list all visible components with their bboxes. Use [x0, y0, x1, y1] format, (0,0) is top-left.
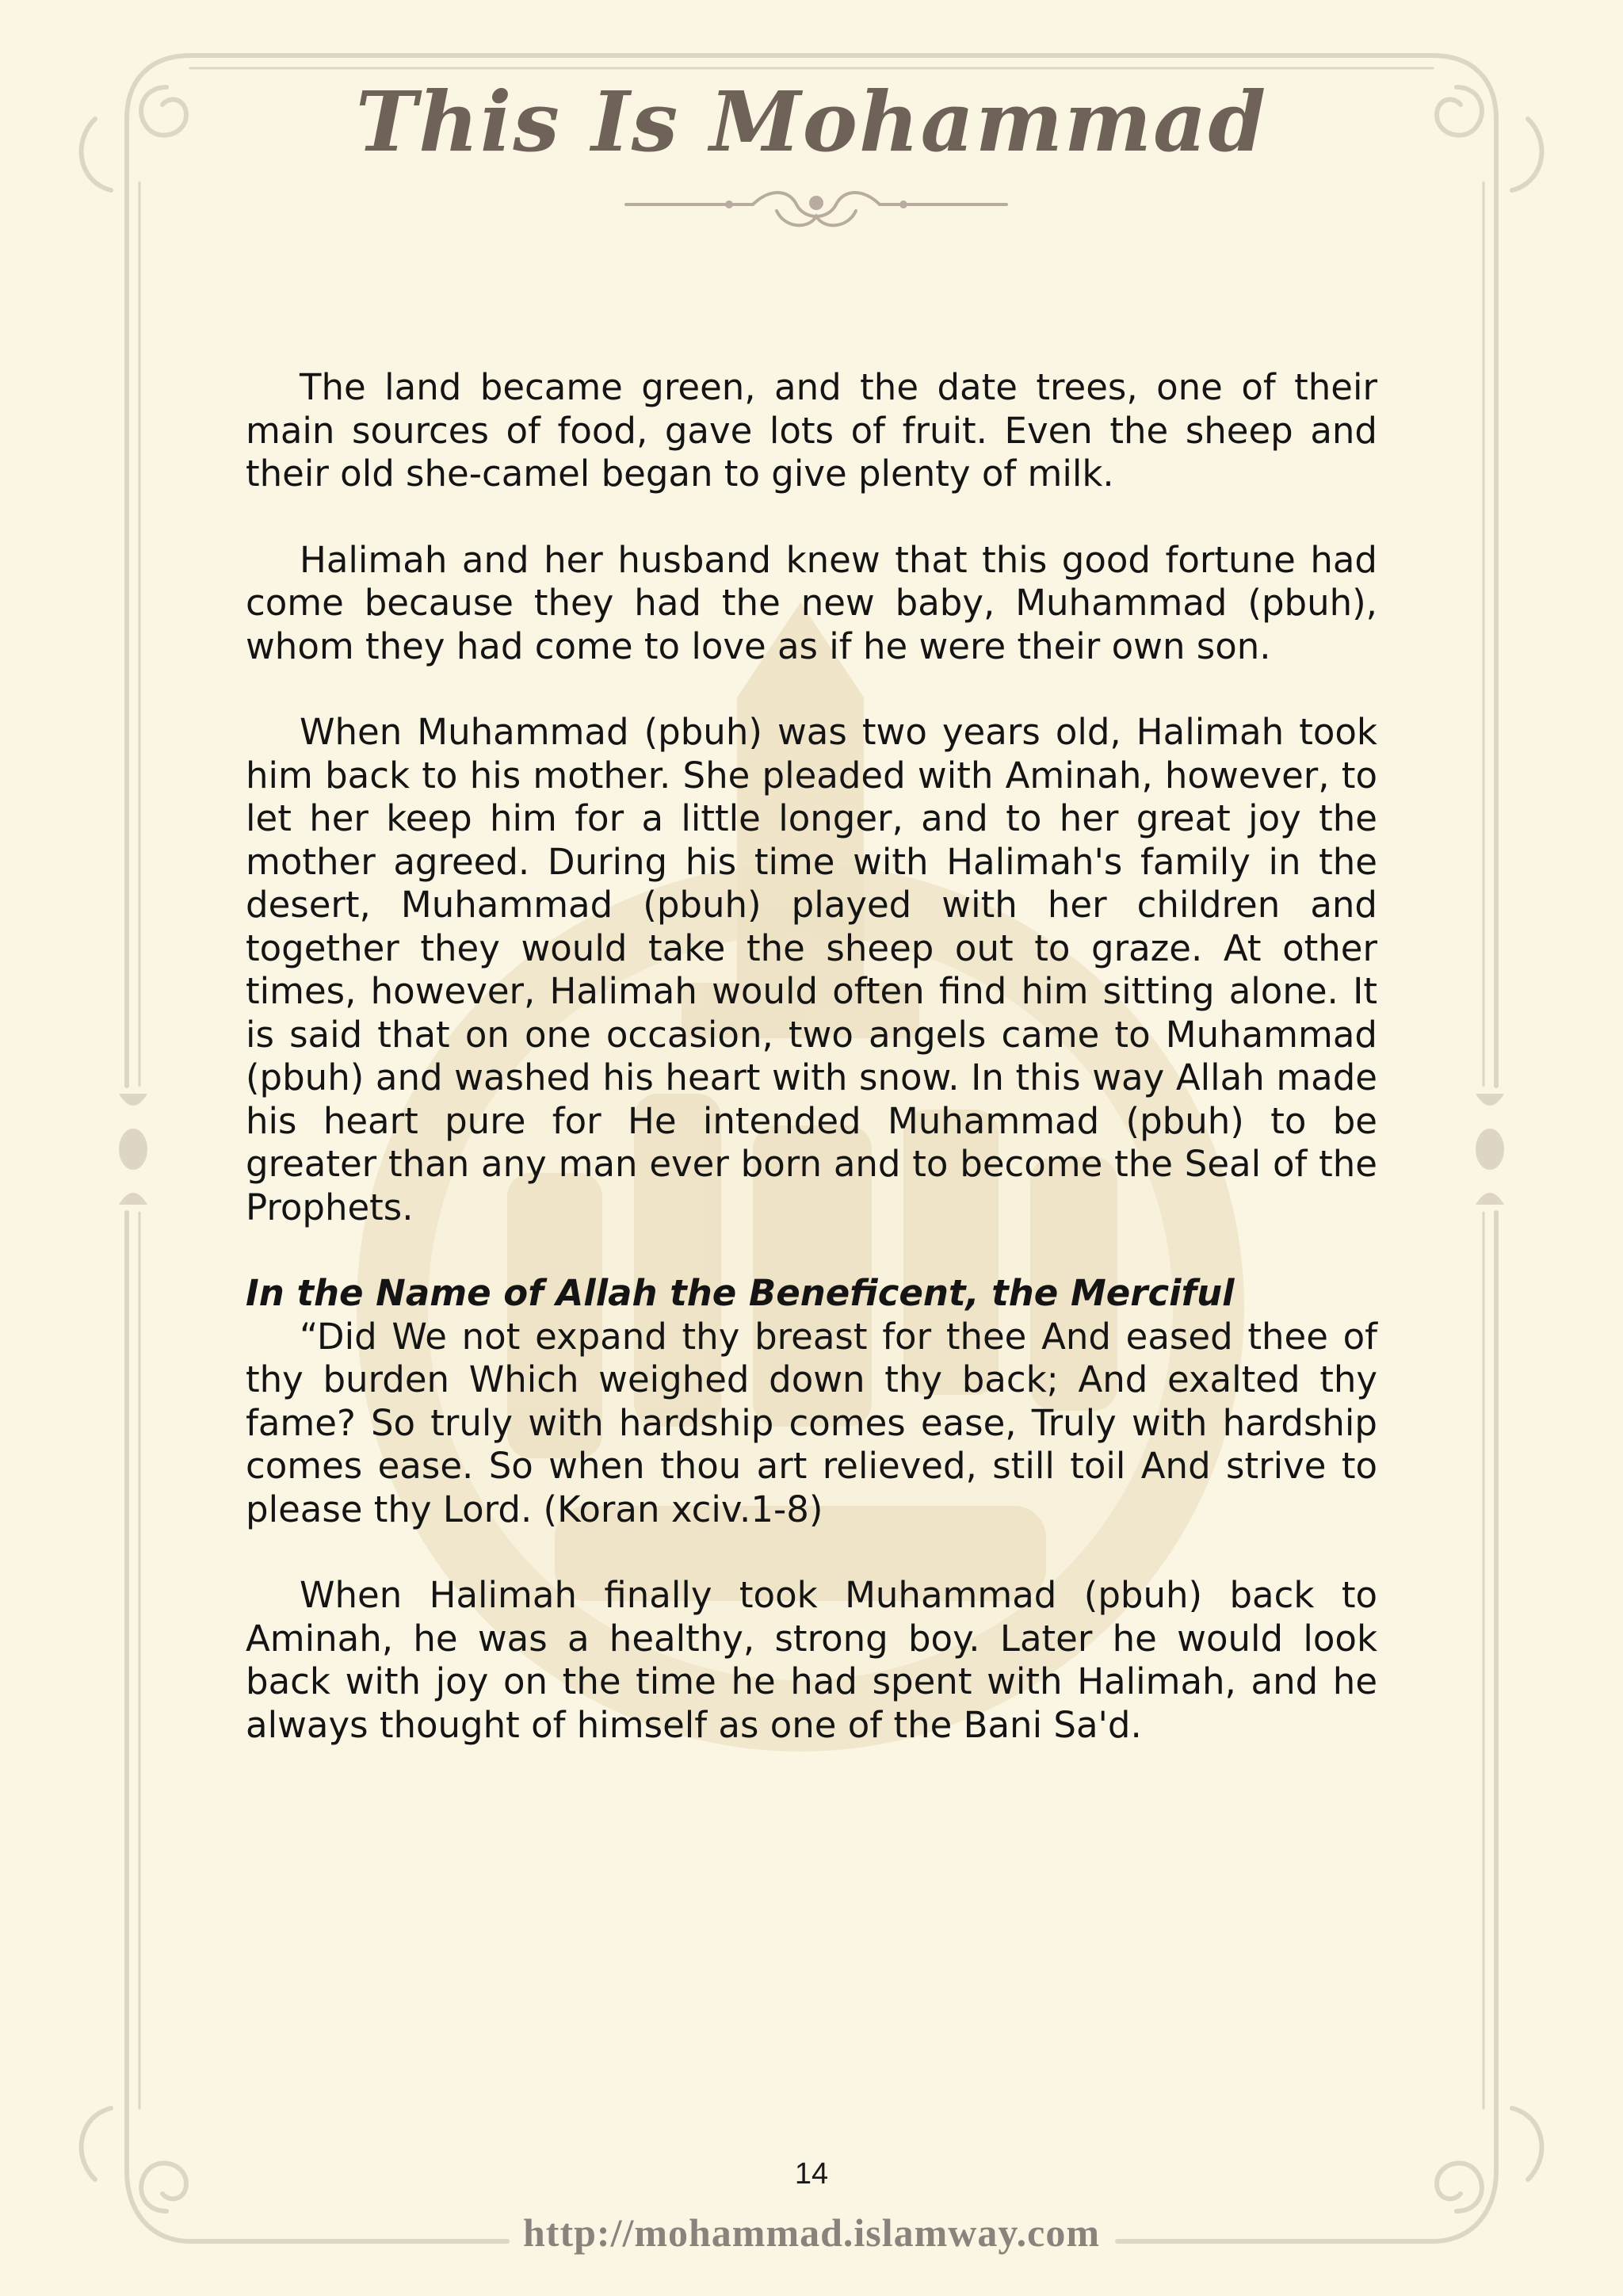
paragraph: Halimah and her husband knew that this good fortune had come because they had the new baby, Muhammad (pbuh), whom they had come to love as if he were their own son.: [246, 538, 1377, 667]
article-body: [246, 366, 1377, 1790]
paragraph: When Muhammad (pbuh) was two years old, Halimah took him back to his mother. She pleaded with Aminah, however, to let her keep him for a little longer, and to her great joy the mother agreed. During his time with Halimah's family in the desert, Muhammad (pbuh) played with her children and together they would take the sheep out to graze. At other times, however, Halimah would often find him sitting alone. It is said that on one occasion, two angels came to Muhammad (pbuh) and washed his heart with snow. In this way Allah made his heart pure for He intended Muhammad (pbuh) to be greater than any man ever born and to become the Seal of the Prophets.: [246, 711, 1377, 1228]
title-ornament: [618, 181, 1014, 236]
quote-text: “Did We not expand thy breast for thee And eased thee of thy burden Which weighed down thy back; And exalted thy fame? So truly with hardship comes ease, Truly with hardship comes ease. So when thou art relieved, still toil And strive to please thy Lord. (Koran xciv.1-8): [246, 1315, 1377, 1530]
quote-heading: In the Name of Allah the Beneficent, the Merciful: [246, 1272, 1235, 1314]
paragraph: When Halimah finally took Muhammad (pbuh) back to Aminah, he was a healthy, strong boy. Later he would look back with joy on the time he had spent with Halimah, and he always thought of himself as one of the Bani Sa'd.: [246, 1574, 1377, 1746]
paragraph: The land became green, and the date trees, one of their main sources of food, gave lots of fruit. Even the sheep and their old she-camel began to give plenty of milk.: [246, 366, 1377, 495]
footer-url: http://mohammad.islamway.com: [523, 2210, 1100, 2255]
page-title: This Is Mohammad: [355, 73, 1268, 170]
page-number: 14: [794, 2157, 829, 2191]
